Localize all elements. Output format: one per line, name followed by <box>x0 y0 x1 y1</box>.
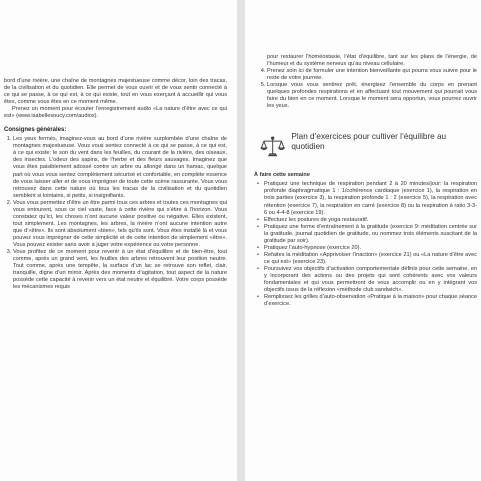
list-item: 3. Vous profitez de ce moment pour revenir à un état d’équilibre et de bien-être, tout comme, après un grand vent, les feuilles des arbres retrouvent leur position neutre. Tout comme, après une tempête, la surface d’un lac se retrouve son reflet, clair, tranquille, digne d’un miroir. Après des moments d’agitation, tout aspect de la nature possède cette capacité à revenir vers un état neutre et équilibré. Votre corps possède les mécanismes requis <box>13 249 227 291</box>
list-item: • Pratiquez une technique de respiration pendant 2 à 20 minutes/jour: la respiration profonde diaphragmatique 1 : 1/cohérence cardiaque (exercice 1), la respiration en trois parties (exercice 3), la respiration profonde 1 : 2 (exercice 5), la respiration avec rétention (exercice 7), la respiration en carré (exercice 8) ou la respiration à ratio 3-3-6 ou 4-4-8 (exercice 19). <box>264 181 477 216</box>
list-item: 4. Prenez soin ici de formuler une intention bienveillante qui pourra vous suivre pour le reste de votre journée. <box>267 68 477 82</box>
exercise-list <box>254 181 477 308</box>
left-page <box>0 0 237 481</box>
plan-title: Plan d’exercices pour cultiver l’équilibre au quotidien <box>291 132 447 152</box>
list-item: • Remplissez les grilles d’auto-observation «Pratique à la maison» pour chaque séance d’exercice. <box>264 294 477 308</box>
continued-paragraph: pour restaurer l’homéostasie, l’état d’équilibre, tant sur les plans de l’énergie, de l’humeur et du système nerveux qu’au niveau cellulaire. <box>267 54 477 68</box>
book-spine <box>237 0 245 481</box>
section-heading: Consignes générales: <box>4 127 67 134</box>
week-heading: À faire cette semaine <box>254 172 310 179</box>
intro-paragraph: bord d’une rivière, une chaîne de montagnes majestueuse comme décor, loin des tracas, de la civilisation et du quotidien. Elle permet de vous ouvrir et de vous sentir connecté à ce qui se passe, à ce qui est, à ce qui existe, tout en vous exerçant à accueillir qui vous êtes, comme vous êtes en ce moment même. <box>4 78 227 106</box>
instructions-list-cont <box>254 68 477 110</box>
list-item: • Refaites la méditation «Apprivoiser l’inaction» (exercice 21) ou «La nature d’être avec ce qui est» (exercice 23). <box>264 252 477 266</box>
right-page <box>245 0 481 481</box>
balance-scale-icon <box>260 134 285 160</box>
list-item: 5. Lorsque vous vous sentirez prêt, énergisez l’ensemble du corps en prenant quelques profondes respirations et en affectuant tout mouvement qui pourrait vous faire du bien en ce moment. Lorsque le moment sera opportun, vous pourrez ouvrir les yeux. <box>267 82 477 110</box>
list-item: • Pratiquez une forme d’entraînement à la gratitude (exercice 9: méditation centrée sur la gratitude, journal quotidien de gratitude, ou nommez trois éléments suscitant de la gratitude par soir). <box>264 224 477 245</box>
list-item: • Poursuivez vos objectifs d’activation comportementale définis pour cette semaine, en y incorporant des actions ou des projets qui sont cohérents avec vos valeurs fondamentales et qui vous permettront de vous accomplir ou en y intégrant vos objectifs issus de la réflexion «méthode club sandwich». <box>264 266 477 294</box>
list-item: 2. Vous vous permettez d’être un être parmi tous ces arbres et toutes ces montagnes qui vous entourent, sous ce ciel vaste, face à cette rivière qui s’étire à l’horizon. Vous constatez qu’ici, les choses n’ont aucune valeur positive ou négative. Elles existent, tout simplement. Les montagnes, les arbres, la rivière n’ont aucune intention autre que d’«être». Ils sont absolument «bien», tels qu’ils sont. Vous êtes installé là et vous pouvez vous imprégner de cette simplicité et de cette intention de simplement «être». Vous pouvez exister sans avoir à juger votre expérience ou votre personne. <box>13 200 227 249</box>
list-item: • Effectuez les postures de yoga restauratif. <box>264 217 477 224</box>
audio-paragraph: Prenez un moment pour écouter l’enregistrement audio «La nature d’être avec ce qui est» (www.isabellesoucy.com/audios). <box>4 106 227 120</box>
instructions-list <box>4 136 227 291</box>
list-item: • Pratiquez l’auto-hypnose (exercice 20). <box>264 245 477 252</box>
list-item: 1. Les yeux fermés, imaginez-vous au bord d’une rivière surplombée d’une chaîne de montagnes majestueuse. Vous vous sentez connecté à ce qui se passe, à ce qui est, à ce qui existe: le son du vent dans les feuilles, du courant de la rivière, des oiseaux, des insectes. L’odeur des sapins, de l’herbe et des fleurs sauvages. Imaginez que vous êtes paisiblement adossé contre un arbre ou allongé dans un hamac, quelque part où vous vous sentez complètement sécurisé et confortable, en complète essence de vous laisser aller et de vous imprégner de toute cette scène rassurante. Vous vous retrouvez dans cette nature où tous les tracas de la civilisation et du quotidien semblent si lointains, si petits, si insignifiants. <box>13 136 227 199</box>
plan-header <box>260 132 477 160</box>
